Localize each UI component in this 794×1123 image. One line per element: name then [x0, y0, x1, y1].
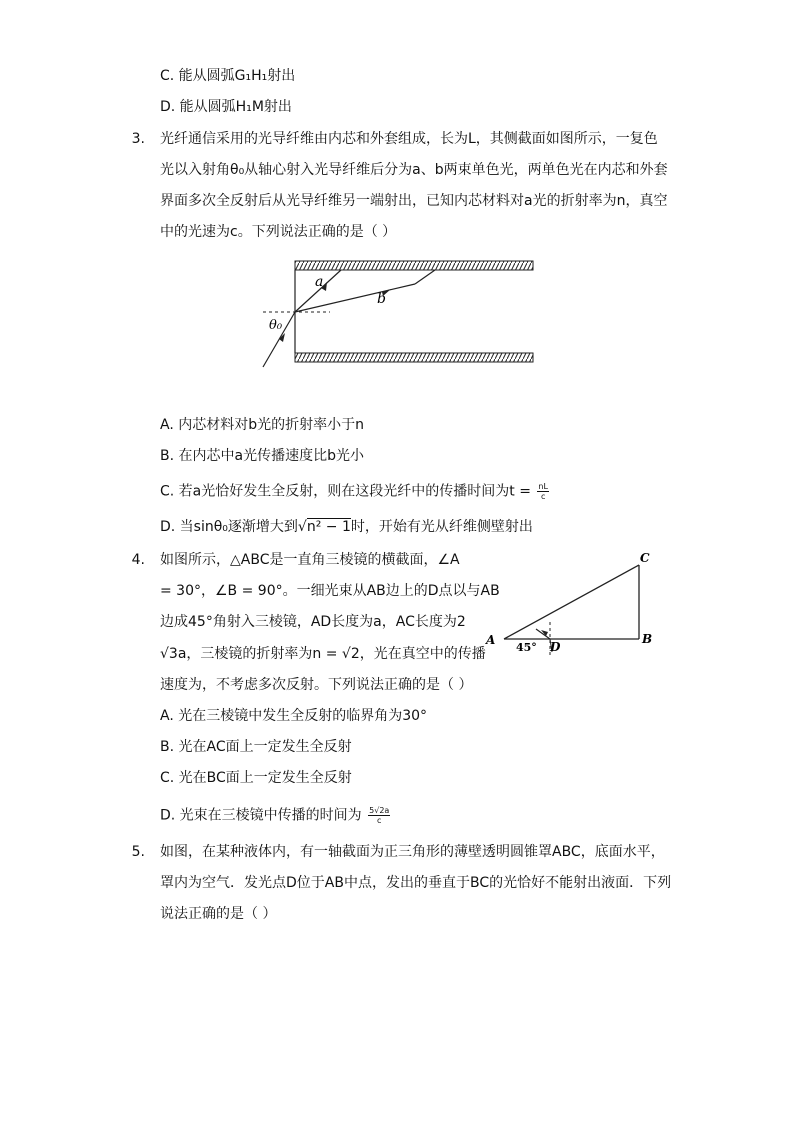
- q3-stem-line-1: 光纤通信采用的光导纤维由内芯和外套组成，长为L，其侧截面如图所示，一复色: [160, 131, 658, 147]
- q4-option-b: B. 光在AC面上一定发生全反射: [160, 739, 352, 755]
- prism-side-AC: [504, 565, 639, 639]
- q3-option-d-tail: 时，开始有光从纤维侧壁射出: [350, 519, 533, 535]
- ray-b: [295, 284, 415, 312]
- label-theta: θ₀: [269, 318, 283, 333]
- q4-prism-figure: [480, 548, 660, 660]
- q4-option-c: C. 光在BC面上一定发生全反射: [160, 770, 352, 786]
- ray-b-reflected: [415, 270, 435, 284]
- q4-stem-line-2: = 30°，∠B = 90°。一细光束从AB边上的D点以与AB: [160, 583, 500, 599]
- q2-option-c: C. 能从圆弧G₁H₁射出: [160, 68, 296, 84]
- q3-option-b: B. 在内芯中a光传播速度比b光小: [160, 448, 364, 464]
- q3-stem-line-4: 中的光速为c。下列说法正确的是（ ）: [160, 224, 397, 240]
- q3-stem-line-2: 光以入射角θ₀从轴心射入光导纤维后分为a、b两束单色光，两单色光在内芯和外套: [160, 162, 668, 178]
- label-45deg: 45°: [516, 641, 537, 654]
- fraction-denominator: c: [377, 816, 382, 825]
- q3-option-c-fraction: [537, 482, 549, 501]
- q4-stem-line-1: 如图所示，△ABC是一直角三棱镜的横截面，∠A: [160, 552, 460, 568]
- label-C: C: [640, 551, 650, 565]
- q5-stem-line-3: 说法正确的是（ ）: [160, 906, 277, 922]
- label-B: B: [642, 632, 653, 646]
- q4-option-d: [160, 806, 390, 825]
- fiber-outer-cladding-top: [295, 261, 533, 270]
- q5-stem-line-2: 罩内为空气．发光点D位于AB中点，发出的垂直于BC的光恰好不能射出液面．下列: [160, 875, 672, 891]
- q3-option-c-text: C. 若a光恰好发生全反射，则在这段光纤中的传播时间为t =: [160, 483, 531, 500]
- q4-option-a: A. 光在三棱镜中发生全反射的临界角为30°: [160, 708, 428, 724]
- q4-option-d-text: D. 光束在三棱镜中传播的时间为: [160, 807, 362, 824]
- fraction-numerator: nL: [538, 482, 548, 491]
- q3-option-d: [160, 518, 533, 536]
- q3-stem-line-3: 界面多次全反射后从光导纤维另一端射出，已知内芯材料对a光的折射率为n，真空: [160, 193, 668, 209]
- q3-option-a: A. 内芯材料对b光的折射率小于n: [160, 417, 364, 433]
- q5-number: 5.: [131, 844, 145, 860]
- q4-stem-line-4: √3a，三棱镜的折射率为n = √2，光在真空中的传播: [160, 646, 486, 662]
- sqrt-symbol: √: [297, 519, 307, 535]
- fraction-numerator: 5√2a: [369, 806, 390, 815]
- label-a: a: [315, 274, 324, 290]
- q4-stem-line-5: 速度为，不考虑多次反射。下列说法正确的是（ ）: [160, 677, 473, 693]
- q4-stem-line-3: 边成45°角射入三棱镜，AD长度为a，AC长度为2: [160, 614, 466, 630]
- label-b: b: [377, 291, 386, 307]
- q3-option-d-text: D. 当sinθ₀逐渐增大到: [160, 519, 298, 535]
- q5-stem-line-1: 如图，在某种液体内，有一轴截面为正三角形的薄壁透明圆锥罩ABC，底面水平，: [160, 844, 665, 860]
- q3-option-d-radicand: n² − 1: [306, 519, 351, 535]
- q2-option-d: D. 能从圆弧H₁M射出: [160, 99, 292, 115]
- label-A: A: [486, 633, 496, 647]
- fiber-outer-cladding-bottom: [295, 353, 533, 362]
- q4-number: 4.: [131, 552, 145, 568]
- incident-ray-q4: [536, 629, 550, 639]
- q3-fiber-figure: [255, 255, 540, 370]
- label-D: D: [550, 640, 561, 654]
- q4-option-d-fraction: [368, 806, 390, 825]
- q3-option-c: [160, 482, 549, 501]
- fraction-denominator: c: [540, 492, 546, 501]
- q3-number: 3.: [131, 131, 145, 147]
